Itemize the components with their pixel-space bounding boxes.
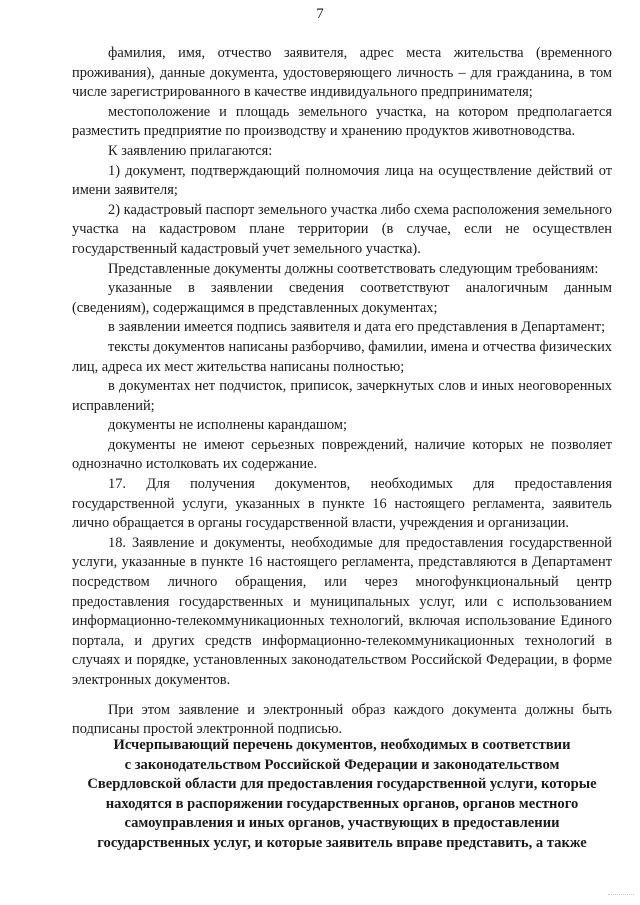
paragraph-requirements-intro: Представленные документы должны соответствовать следующим требованиям: [108,260,599,277]
paragraph-requirement-6: документы не имеют серьезных повреждений, наличие которых не позволяет однозначно истолковать их содержание. [72,436,612,473]
section-heading-line: государственных услуг, и которые заявитель вправе представить, а также [97,834,587,851]
page-number: 7 [316,6,324,22]
scan-corner-mark [608,886,634,895]
paragraph-attachment-1: 1) документ, подтверждающий полномочия лица на осуществление действий от имени заявителя; [72,162,612,199]
paragraph-attachment-2: 2) кадастровый паспорт земельного участка либо схема расположения земельного участка на кадастровом плане территории (в случае, если не осуществлен государственный кадастровый учет земельного участка). [72,201,612,257]
paragraph-clause-18: 18. Заявление и документы, необходимые для предоставления государственной услуги, указанные в пункте 16 настоящего регламента, представляются в Департамент посредством личного обращения, или через многофункциональный центр предоставления государственных и муниципальных услуг, или с использованием информационно-телекоммуникационных технологий, включая использование Единого портала, и других средств информационно-телекоммуникационных технологий в случаях и порядке, установленных законодательством Российской Федерации, в форме электронных документов. [72,534,612,688]
section-heading-line: самоуправления и иных органов, участвующих в предоставлении [124,815,560,832]
section-heading-line: Свердловской области для предоставления государственной услуги, которые [87,776,597,793]
paragraph-land-plot-location: местоположение и площадь земельного участка, на котором предполагается разместить предприятие по производству и хранению продуктов животноводства. [72,103,612,140]
document-body [72,44,612,740]
paragraph-applicant-details: фамилия, имя, отчество заявителя, адрес места жительства (временного проживания), данные документа, удостоверяющего личность – для гражданина, в том числе зарегистрированного в качестве индивидуального предпринимателя; [72,45,612,101]
section-heading-line: с законодательством Российской Федерации и законодательством [124,756,560,773]
section-heading-line: находятся в распоряжении государственных органов, органов местного [105,795,579,812]
paragraph-requirement-5: документы не исполнены карандашом; [108,417,348,434]
paragraph-requirement-3: тексты документов написаны разборчиво, фамилии, имена и отчества физических лиц, адреса их мест жительства написаны полностью; [72,338,613,375]
paragraph-requirement-4: в документах нет подчисток, приписок, зачеркнутых слов и иных неоговоренных исправлений; [72,378,612,414]
paragraph-requirement-2: в заявлении имеется подпись заявителя и дата его представления в Департамент; [108,319,606,336]
section-heading [72,736,612,854]
paragraph-clause-17: 17. Для получения документов, необходимых для предоставления государственной услуги, указанных в пункте 16 настоящего регламента, заявитель лично обращается в органы государственной власти, учреждения и организации. [72,476,612,532]
section-heading-line: Исчерпывающий перечень документов, необходимых в соответствии [113,737,571,753]
paragraph-electronic-signature: При этом заявление и электронный образ каждого документа должны быть подписаны простой электронной подписью. [72,701,612,738]
paragraph-attachments-intro: К заявлению прилагаются: [108,142,273,159]
paragraph-requirement-1: указанные в заявлении сведения соответствуют аналогичным данным (сведениям), содержащимся в представленных документах; [72,280,612,316]
